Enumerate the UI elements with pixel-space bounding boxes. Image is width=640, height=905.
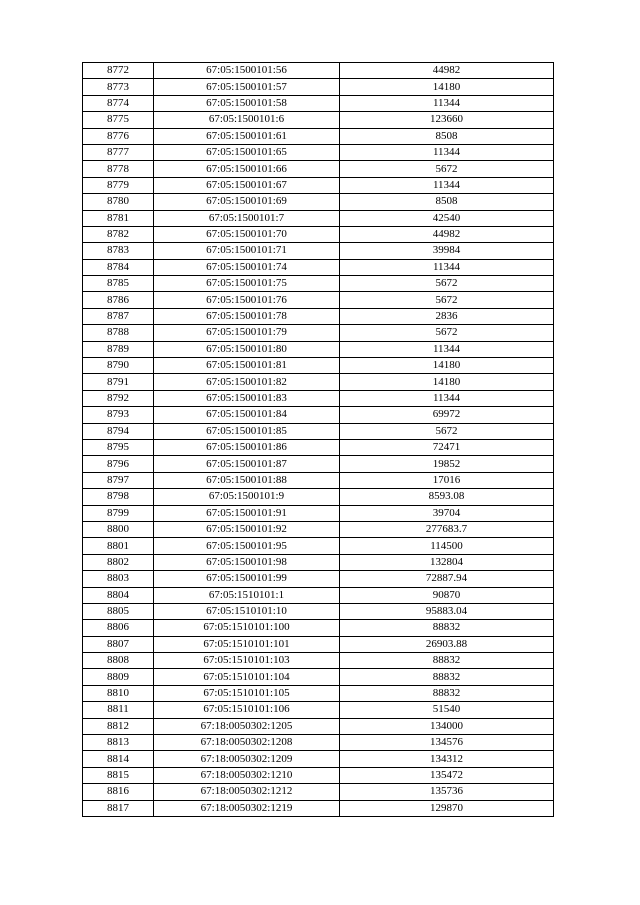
row-number-cell: 8802 xyxy=(83,554,154,570)
table-row xyxy=(83,653,554,669)
row-number-cell: 8777 xyxy=(83,144,154,160)
cadastral-number-cell: 67:05:1500101:7 xyxy=(154,210,340,226)
value-cell: 5672 xyxy=(340,161,554,177)
cadastral-number-cell: 67:05:1500101:88 xyxy=(154,472,340,488)
table-row xyxy=(83,194,554,210)
row-number-cell: 8787 xyxy=(83,308,154,324)
table-row xyxy=(83,79,554,95)
cadastral-number-cell: 67:05:1500101:84 xyxy=(154,407,340,423)
cadastral-number-cell: 67:18:0050302:1219 xyxy=(154,800,340,816)
cadastral-number-cell: 67:05:1510101:1 xyxy=(154,587,340,603)
cadastral-number-cell: 67:05:1500101:87 xyxy=(154,456,340,472)
table-row xyxy=(83,751,554,767)
value-cell: 14180 xyxy=(340,358,554,374)
value-cell: 5672 xyxy=(340,276,554,292)
table-row xyxy=(83,620,554,636)
value-cell: 11344 xyxy=(340,390,554,406)
cadastral-number-cell: 67:05:1500101:9 xyxy=(154,489,340,505)
row-number-cell: 8778 xyxy=(83,161,154,177)
table-row xyxy=(83,521,554,537)
cadastral-number-cell: 67:05:1500101:98 xyxy=(154,554,340,570)
cadastral-number-cell: 67:05:1500101:56 xyxy=(154,63,340,79)
table-row xyxy=(83,800,554,816)
table-row xyxy=(83,177,554,193)
value-cell: 26903.88 xyxy=(340,636,554,652)
table-row xyxy=(83,735,554,751)
table-row xyxy=(83,276,554,292)
value-cell: 11344 xyxy=(340,95,554,111)
row-number-cell: 8810 xyxy=(83,685,154,701)
value-cell: 135736 xyxy=(340,784,554,800)
table-row xyxy=(83,439,554,455)
row-number-cell: 8803 xyxy=(83,571,154,587)
cadastral-number-cell: 67:05:1500101:85 xyxy=(154,423,340,439)
value-cell: 135472 xyxy=(340,767,554,783)
row-number-cell: 8797 xyxy=(83,472,154,488)
cadastral-value-table xyxy=(82,62,554,817)
value-cell: 8593.08 xyxy=(340,489,554,505)
cadastral-number-cell: 67:05:1510101:100 xyxy=(154,620,340,636)
table-body xyxy=(83,63,554,817)
cadastral-number-cell: 67:05:1500101:92 xyxy=(154,521,340,537)
row-number-cell: 8806 xyxy=(83,620,154,636)
value-cell: 11344 xyxy=(340,341,554,357)
value-cell: 5672 xyxy=(340,292,554,308)
cadastral-number-cell: 67:05:1500101:57 xyxy=(154,79,340,95)
row-number-cell: 8796 xyxy=(83,456,154,472)
table-row xyxy=(83,538,554,554)
row-number-cell: 8772 xyxy=(83,63,154,79)
value-cell: 19852 xyxy=(340,456,554,472)
row-number-cell: 8804 xyxy=(83,587,154,603)
cadastral-number-cell: 67:05:1500101:81 xyxy=(154,358,340,374)
row-number-cell: 8805 xyxy=(83,603,154,619)
cadastral-number-cell: 67:05:1500101:69 xyxy=(154,194,340,210)
row-number-cell: 8792 xyxy=(83,390,154,406)
cadastral-number-cell: 67:05:1500101:70 xyxy=(154,226,340,242)
row-number-cell: 8816 xyxy=(83,784,154,800)
value-cell: 2836 xyxy=(340,308,554,324)
row-number-cell: 8808 xyxy=(83,653,154,669)
table-row xyxy=(83,63,554,79)
table-row xyxy=(83,669,554,685)
row-number-cell: 8775 xyxy=(83,112,154,128)
value-cell: 51540 xyxy=(340,702,554,718)
value-cell: 14180 xyxy=(340,79,554,95)
row-number-cell: 8783 xyxy=(83,243,154,259)
cadastral-number-cell: 67:05:1510101:104 xyxy=(154,669,340,685)
value-cell: 134312 xyxy=(340,751,554,767)
value-cell: 11344 xyxy=(340,259,554,275)
value-cell: 123660 xyxy=(340,112,554,128)
table-row xyxy=(83,456,554,472)
cadastral-number-cell: 67:18:0050302:1208 xyxy=(154,735,340,751)
table-row xyxy=(83,144,554,160)
cadastral-number-cell: 67:18:0050302:1210 xyxy=(154,767,340,783)
table-row xyxy=(83,341,554,357)
table-row xyxy=(83,112,554,128)
value-cell: 90870 xyxy=(340,587,554,603)
value-cell: 114500 xyxy=(340,538,554,554)
row-number-cell: 8790 xyxy=(83,358,154,374)
cadastral-number-cell: 67:18:0050302:1209 xyxy=(154,751,340,767)
value-cell: 5672 xyxy=(340,325,554,341)
table-row xyxy=(83,702,554,718)
row-number-cell: 8809 xyxy=(83,669,154,685)
cadastral-number-cell: 67:05:1500101:67 xyxy=(154,177,340,193)
table-row xyxy=(83,358,554,374)
cadastral-number-cell: 67:05:1500101:83 xyxy=(154,390,340,406)
table-row xyxy=(83,685,554,701)
table-row xyxy=(83,554,554,570)
cadastral-number-cell: 67:05:1500101:99 xyxy=(154,571,340,587)
row-number-cell: 8799 xyxy=(83,505,154,521)
cadastral-number-cell: 67:05:1500101:78 xyxy=(154,308,340,324)
row-number-cell: 8817 xyxy=(83,800,154,816)
table-row xyxy=(83,390,554,406)
value-cell: 95883.04 xyxy=(340,603,554,619)
row-number-cell: 8794 xyxy=(83,423,154,439)
cadastral-number-cell: 67:05:1500101:58 xyxy=(154,95,340,111)
table-row xyxy=(83,587,554,603)
value-cell: 39984 xyxy=(340,243,554,259)
value-cell: 72887.94 xyxy=(340,571,554,587)
row-number-cell: 8786 xyxy=(83,292,154,308)
cadastral-number-cell: 67:05:1500101:74 xyxy=(154,259,340,275)
cadastral-number-cell: 67:05:1500101:61 xyxy=(154,128,340,144)
table-row xyxy=(83,161,554,177)
row-number-cell: 8782 xyxy=(83,226,154,242)
table-row xyxy=(83,718,554,734)
row-number-cell: 8807 xyxy=(83,636,154,652)
row-number-cell: 8811 xyxy=(83,702,154,718)
value-cell: 44982 xyxy=(340,63,554,79)
value-cell: 39704 xyxy=(340,505,554,521)
cadastral-number-cell: 67:18:0050302:1212 xyxy=(154,784,340,800)
table-row xyxy=(83,636,554,652)
row-number-cell: 8795 xyxy=(83,439,154,455)
row-number-cell: 8815 xyxy=(83,767,154,783)
table-row xyxy=(83,95,554,111)
cadastral-number-cell: 67:05:1510101:10 xyxy=(154,603,340,619)
row-number-cell: 8813 xyxy=(83,735,154,751)
value-cell: 88832 xyxy=(340,669,554,685)
value-cell: 17016 xyxy=(340,472,554,488)
table-row xyxy=(83,423,554,439)
table-row xyxy=(83,603,554,619)
cadastral-number-cell: 67:05:1500101:80 xyxy=(154,341,340,357)
row-number-cell: 8801 xyxy=(83,538,154,554)
table-row xyxy=(83,767,554,783)
cadastral-number-cell: 67:05:1500101:75 xyxy=(154,276,340,292)
cadastral-number-cell: 67:05:1500101:95 xyxy=(154,538,340,554)
table-row xyxy=(83,472,554,488)
row-number-cell: 8776 xyxy=(83,128,154,144)
table-row xyxy=(83,292,554,308)
row-number-cell: 8798 xyxy=(83,489,154,505)
value-cell: 134576 xyxy=(340,735,554,751)
value-cell: 132804 xyxy=(340,554,554,570)
table-row xyxy=(83,226,554,242)
table-row xyxy=(83,784,554,800)
value-cell: 88832 xyxy=(340,653,554,669)
cadastral-number-cell: 67:05:1510101:103 xyxy=(154,653,340,669)
value-cell: 88832 xyxy=(340,685,554,701)
value-cell: 88832 xyxy=(340,620,554,636)
row-number-cell: 8785 xyxy=(83,276,154,292)
cadastral-number-cell: 67:05:1510101:106 xyxy=(154,702,340,718)
row-number-cell: 8812 xyxy=(83,718,154,734)
table-row xyxy=(83,407,554,423)
cadastral-number-cell: 67:05:1500101:76 xyxy=(154,292,340,308)
row-number-cell: 8791 xyxy=(83,374,154,390)
table-row xyxy=(83,128,554,144)
value-cell: 11344 xyxy=(340,177,554,193)
cadastral-number-cell: 67:05:1500101:82 xyxy=(154,374,340,390)
cadastral-number-cell: 67:05:1510101:101 xyxy=(154,636,340,652)
cadastral-number-cell: 67:05:1500101:66 xyxy=(154,161,340,177)
row-number-cell: 8779 xyxy=(83,177,154,193)
cadastral-number-cell: 67:05:1500101:86 xyxy=(154,439,340,455)
value-cell: 134000 xyxy=(340,718,554,734)
value-cell: 42540 xyxy=(340,210,554,226)
table-row xyxy=(83,259,554,275)
cadastral-number-cell: 67:05:1500101:91 xyxy=(154,505,340,521)
row-number-cell: 8788 xyxy=(83,325,154,341)
value-cell: 5672 xyxy=(340,423,554,439)
row-number-cell: 8793 xyxy=(83,407,154,423)
row-number-cell: 8784 xyxy=(83,259,154,275)
table-row xyxy=(83,571,554,587)
row-number-cell: 8789 xyxy=(83,341,154,357)
table-row xyxy=(83,325,554,341)
row-number-cell: 8800 xyxy=(83,521,154,537)
value-cell: 8508 xyxy=(340,194,554,210)
row-number-cell: 8780 xyxy=(83,194,154,210)
table-row xyxy=(83,243,554,259)
value-cell: 8508 xyxy=(340,128,554,144)
table-row xyxy=(83,308,554,324)
value-cell: 72471 xyxy=(340,439,554,455)
table-row xyxy=(83,489,554,505)
cadastral-number-cell: 67:18:0050302:1205 xyxy=(154,718,340,734)
table-row xyxy=(83,210,554,226)
value-cell: 129870 xyxy=(340,800,554,816)
cadastral-number-cell: 67:05:1500101:79 xyxy=(154,325,340,341)
value-cell: 11344 xyxy=(340,144,554,160)
value-cell: 44982 xyxy=(340,226,554,242)
cadastral-number-cell: 67:05:1500101:65 xyxy=(154,144,340,160)
value-cell: 277683.7 xyxy=(340,521,554,537)
value-cell: 14180 xyxy=(340,374,554,390)
row-number-cell: 8814 xyxy=(83,751,154,767)
table-row xyxy=(83,374,554,390)
row-number-cell: 8774 xyxy=(83,95,154,111)
row-number-cell: 8781 xyxy=(83,210,154,226)
table-row xyxy=(83,505,554,521)
value-cell: 69972 xyxy=(340,407,554,423)
row-number-cell: 8773 xyxy=(83,79,154,95)
cadastral-number-cell: 67:05:1500101:71 xyxy=(154,243,340,259)
cadastral-number-cell: 67:05:1500101:6 xyxy=(154,112,340,128)
cadastral-number-cell: 67:05:1510101:105 xyxy=(154,685,340,701)
